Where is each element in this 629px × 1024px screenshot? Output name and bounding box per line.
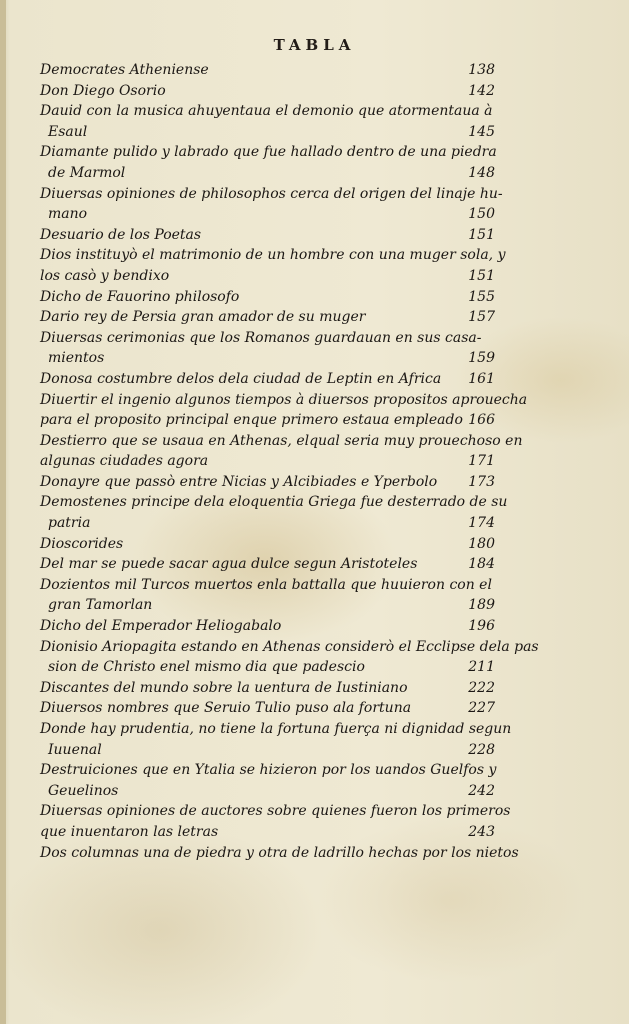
entry-text: patria	[48, 515, 91, 532]
index-line	[40, 60, 495, 81]
index-line	[40, 245, 506, 266]
page-number: 161	[468, 370, 495, 387]
entry-text: Iuuenal	[48, 741, 102, 758]
index-line	[40, 204, 495, 225]
index-line	[40, 822, 495, 843]
entry-text: Dioscorides	[40, 535, 124, 552]
page-number: 227	[468, 700, 495, 717]
entry-text: mano	[48, 206, 88, 223]
page-number: 243	[468, 823, 495, 840]
entry-text: Esaul	[48, 123, 88, 140]
index-line	[40, 431, 523, 452]
page-number: 159	[468, 350, 495, 367]
entry-text: Geuelinos	[48, 782, 119, 799]
page-number: 151	[468, 226, 495, 243]
entry-text: Dauid con la musica ahuyentaua el demonio que atormentaua à	[40, 103, 493, 120]
index-line	[40, 472, 495, 493]
entry-text: Del mar se puede sacar agua dulce segun Aristoteles	[40, 556, 418, 573]
entry-text: Diamante pulido y labrado que fue hallado dentro de una piedra	[40, 144, 497, 161]
index-line	[40, 637, 539, 658]
index-line	[40, 101, 495, 122]
entry-text: Dicho de Fauorino philosofo	[40, 288, 240, 305]
entry-text: Dios instituyò el matrimonio de un hombre con una muger sola, y	[40, 247, 506, 264]
entry-text: Destruiciones que en Ytalia se hizieron por los uandos Guelfos y	[40, 762, 497, 779]
entry-text: los casò y bendixo	[40, 267, 170, 284]
entry-text: algunas ciudades agora	[40, 453, 209, 470]
index-line	[40, 142, 495, 163]
page-number: 173	[468, 473, 495, 490]
page-number: 138	[468, 62, 495, 78]
entry-text: Diuersas opiniones de auctores sobre quienes fueron los primeros	[40, 803, 511, 820]
index-line	[40, 266, 495, 287]
index-line	[40, 122, 495, 143]
index-line	[40, 698, 495, 719]
page-number: 222	[468, 679, 495, 696]
entry-text: sion de Christo enel mismo dia que padescio	[48, 659, 365, 676]
index-line	[40, 451, 495, 472]
index-line	[40, 781, 495, 802]
index-line	[40, 163, 495, 184]
entry-text: Desuario de los Poetas	[40, 226, 202, 243]
page-number: 157	[468, 309, 495, 326]
entry-text: Destierro que se usaua en Athenas, elqual seria muy prouechoso en	[40, 432, 523, 449]
index-line	[40, 575, 495, 596]
page-number: 151	[468, 267, 495, 284]
entry-text: Donosa costumbre delos dela ciudad de Leptin en Africa	[40, 370, 442, 387]
entry-text: Dario rey de Persia gran amador de su muger	[40, 309, 366, 326]
entry-text: Dionisio Ariopagita estando en Athenas considerò el Ecclipse dela pas	[40, 638, 539, 655]
page-number: 189	[468, 597, 495, 614]
entry-text: para el proposito principal enque primero estaua empleado	[40, 412, 463, 429]
index-line	[40, 534, 495, 555]
entry-text: de Marmol	[48, 164, 126, 181]
index-line	[40, 554, 495, 575]
index-line	[40, 287, 495, 308]
index-line	[40, 740, 495, 761]
index-line	[40, 719, 512, 740]
page-number: 148	[468, 164, 495, 181]
entry-text: Don Diego Osorio	[40, 82, 166, 99]
index-line	[40, 184, 503, 205]
page-number: 142	[468, 82, 495, 99]
page-number: 171	[468, 453, 495, 470]
entry-text: Donde hay prudentia, no tiene la fortuna fuerça ni dignidad segun	[40, 721, 512, 737]
page-number: 184	[468, 556, 495, 573]
page-number: 155	[468, 288, 495, 305]
index-line	[40, 595, 495, 616]
entry-text: Democrates Atheniense	[40, 62, 209, 78]
page-number: 150	[468, 206, 495, 223]
page-number: 145	[468, 123, 495, 140]
page-number: 228	[468, 741, 495, 758]
page-edge	[0, 0, 6, 1024]
entry-text: que inuentaron las letras	[40, 823, 219, 840]
page-number: 242	[468, 782, 495, 799]
entry-text: Diuersas opiniones de philosophos cerca del origen del linaje hu-	[40, 185, 503, 202]
index-line	[40, 492, 508, 513]
index-line	[40, 369, 495, 390]
index-line	[40, 843, 519, 864]
page-number: 180	[468, 535, 495, 552]
index-line	[40, 307, 495, 328]
entry-text: Discantes del mundo sobre la uentura de Iustiniano	[40, 679, 408, 696]
entry-text: Dozientos mil Turcos muertos enla battalla que huuieron con el	[40, 576, 492, 593]
index-line	[40, 678, 495, 699]
index-line	[40, 328, 495, 349]
index-line	[40, 410, 495, 431]
entry-text: gran Tamorlan	[48, 597, 153, 614]
page-number: 174	[468, 515, 495, 532]
entry-text: mientos	[48, 350, 105, 367]
page-number: 196	[468, 618, 495, 635]
entry-text: Dos columnas una de piedra y otra de ladrillo hechas por los nietos	[40, 844, 519, 861]
index-line	[40, 801, 511, 822]
index-line	[40, 81, 495, 102]
index-line	[40, 513, 495, 534]
index-line	[40, 348, 495, 369]
page-number: 211	[468, 659, 495, 676]
entry-text: Demostenes principe dela eloquentia Griega fue desterrado de su	[40, 494, 508, 511]
index-line	[40, 760, 495, 781]
page-header: TABLA	[273, 36, 356, 54]
page-number: 166	[468, 412, 495, 429]
index-line	[40, 657, 495, 678]
entry-text: Dicho del Emperador Heliogabalo	[40, 618, 282, 635]
entry-text: Diuersas cerimonias que los Romanos guardauan en sus casa-	[40, 329, 482, 346]
index-line	[40, 225, 495, 246]
entry-text: Diuertir el ingenio algunos tiempos à diuersos propositos aprouecha	[40, 391, 528, 408]
entry-text: Donayre que passò entre Nicias y Alcibiades e Yperbolo	[40, 473, 438, 490]
index-line	[40, 616, 495, 637]
index-line	[40, 390, 528, 411]
index-entries	[40, 60, 539, 863]
entry-text: Diuersos nombres que Seruio Tulio puso ala fortuna	[40, 700, 412, 717]
